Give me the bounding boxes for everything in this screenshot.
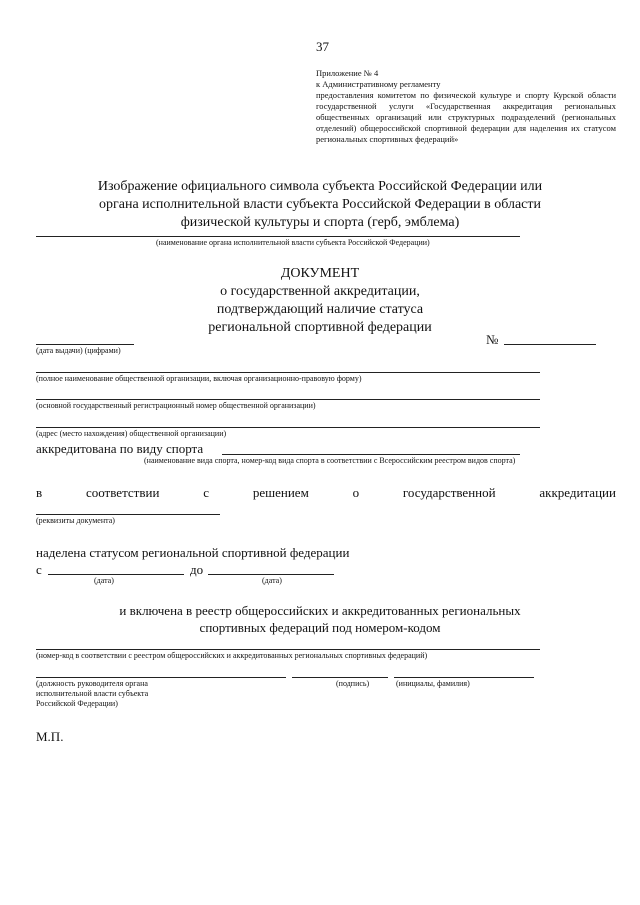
head-position-caption: (должность руководителя органа исполнительной власти субъекта Российской Федерации)	[36, 679, 149, 708]
registry-caption: (номер-код в соответствии с реестром общероссийских и аккредитованных региональных спортивных федераций)	[36, 651, 428, 660]
head-position-line	[36, 677, 286, 678]
sport-label: аккредитована по виду спорта	[36, 441, 204, 456]
decision-word: о	[352, 485, 360, 500]
registry-line2: спортивных федераций под номером-кодом	[199, 620, 441, 635]
issue-date-line	[36, 344, 134, 345]
address-line	[36, 427, 540, 428]
sport-line	[222, 454, 520, 455]
authority-line	[36, 236, 520, 237]
decision-word: в	[36, 485, 43, 500]
registry-number-line	[36, 649, 540, 650]
date-caption-2: (дата)	[262, 576, 282, 585]
date-caption-1: (дата)	[94, 576, 114, 585]
signature-line	[292, 677, 388, 678]
date-to-line	[208, 574, 334, 575]
decision-word: с	[203, 485, 210, 500]
sport-caption: (наименование вида спорта, номер-код вида спорта в соответствии с Всероссийским реестром видов спорта)	[144, 456, 516, 465]
symbol-heading-line2: органа исполнительной власти субъекта Российской Федерации в области	[99, 197, 541, 212]
ogrn-caption: (основной государственный регистрационный номер общественной организации)	[36, 401, 316, 410]
address-caption: (адрес (место нахождения) общественной организации)	[36, 429, 227, 438]
ogrn-line	[36, 399, 540, 400]
date-from-label: с	[36, 562, 42, 577]
symbol-heading	[60, 178, 580, 232]
document-title-line1: ДОКУМЕНТ	[280, 266, 360, 281]
document-title	[120, 265, 520, 337]
decision-word: решением	[252, 485, 309, 500]
symbol-heading-line3: физической культуры и спорта (герб, эмблема)	[180, 215, 460, 230]
org-name-line	[36, 372, 540, 373]
initials-line	[394, 677, 534, 678]
registry-text	[60, 602, 580, 636]
authority-caption: (наименование органа исполнительной власти субъекта Российской Федерации)	[156, 238, 430, 247]
details-caption: (реквизиты документа)	[36, 516, 115, 525]
appendix-block	[316, 68, 616, 145]
status-text: наделена статусом региональной спортивной федерации	[36, 545, 350, 560]
org-name-caption: (полное наименование общественной организации, включая организационно-правовую форму)	[36, 374, 362, 383]
details-line	[36, 514, 220, 515]
appendix-body: предоставления комитетом по физической культуре и спорту Курской области государственной услуги «Государственная аккредитация региональных общественных организаций или структурных подразделений (региональных отделений) общероссийской спортивной федерации для наделения их статусом региональных спортивных федераций»	[316, 90, 616, 144]
date-from-line	[48, 574, 184, 575]
signature-caption: (подпись)	[336, 679, 370, 688]
decision-word: аккредитации	[539, 485, 616, 500]
issue-date-caption: (дата выдачи) (цифрами)	[36, 346, 121, 355]
decision-word: соответствии	[85, 485, 160, 500]
number-label: №	[486, 332, 499, 347]
appendix-title: Приложение № 4	[316, 68, 379, 78]
appendix-subtitle: к Административному регламенту	[316, 79, 441, 89]
decision-row	[36, 484, 616, 501]
date-to-label: до	[190, 562, 204, 577]
symbol-heading-line1: Изображение официального символа субъекта Российской Федерации или	[97, 179, 543, 194]
initials-caption: (инициалы, фамилия)	[396, 679, 470, 688]
document-title-line2: о государственной аккредитации,	[220, 284, 420, 299]
registry-line1: и включена в реестр общероссийских и аккредитованных региональных	[119, 603, 521, 618]
document-title-line4: региональной спортивной федерации	[208, 320, 432, 335]
page-number: 37	[316, 39, 329, 54]
number-line	[504, 344, 596, 345]
document-title-line3: подтверждающий наличие статуса	[216, 302, 424, 317]
seal-label: М.П.	[36, 729, 64, 744]
decision-word: государственной	[402, 485, 496, 500]
